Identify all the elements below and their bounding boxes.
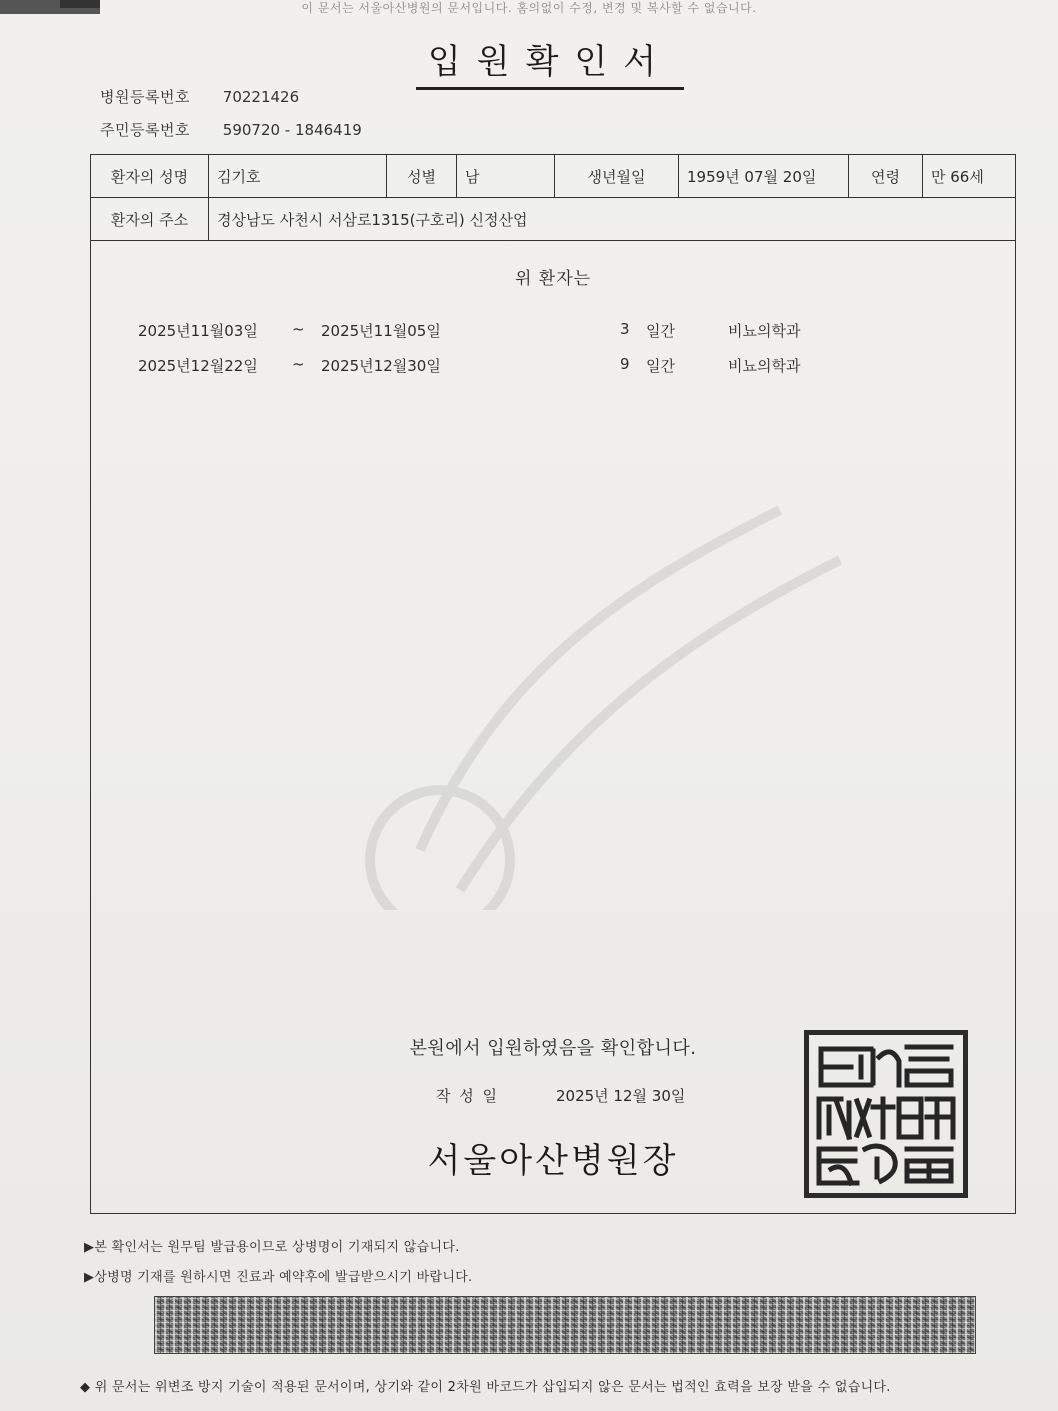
- admission-from: 2025년12월22일: [138, 357, 258, 375]
- confirm-text: 본원에서 입원하였음을 확인합니다.: [409, 1038, 697, 1059]
- age-label: 연령: [849, 155, 923, 198]
- patient-row-2: [91, 198, 1016, 241]
- admission-days: 3: [620, 320, 630, 338]
- patient-name: 김기호: [209, 155, 387, 198]
- patient-address: 경상남도 사천시 서삼로1315(구호리) 신정산업: [209, 198, 1016, 241]
- official-seal: [804, 1030, 968, 1198]
- hospital-director: 서울아산병원장: [427, 1141, 679, 1181]
- admission-tilde: ~: [292, 320, 305, 338]
- admission-to: 2025년11월05일: [321, 322, 441, 340]
- patient-row-1: [91, 155, 1016, 198]
- birth-label: 생년월일: [555, 155, 679, 198]
- hospital-reg-value: 70221426: [222, 88, 300, 106]
- admission-tilde: ~: [292, 355, 305, 373]
- seal-glyphs-icon: [811, 1037, 961, 1191]
- patient-age: 만 66세: [923, 155, 1016, 198]
- hospital-reg-number: [100, 86, 299, 107]
- written-date: 2025년 12월 30일: [556, 1087, 686, 1105]
- resident-reg-label: 주민등록번호: [100, 121, 190, 139]
- hospital-reg-label: 병원등록번호: [100, 88, 190, 106]
- note-line: ▶본 확인서는 원무팀 발급용이므로 상병명이 기재되지 않습니다.: [84, 1240, 460, 1255]
- resident-reg-value: 590720 - 1846419: [222, 121, 362, 139]
- patient-info-table: [90, 154, 1016, 241]
- top-notice: 이 문서는 서울아산병원의 문서입니다. 홈의없이 수정, 변경 및 복사할 수 없습니다.: [301, 1, 757, 15]
- admission-dept: 비뇨의학과: [728, 357, 801, 375]
- note-line: ▶상병명 기재를 원하시면 진료과 예약후에 발급받으시기 바랍니다.: [84, 1270, 473, 1285]
- resident-reg-number: [100, 119, 362, 140]
- admission-days: 9: [620, 355, 630, 373]
- patient-birth: 1959년 07월 20일: [679, 155, 849, 198]
- admission-days-unit: 일간: [646, 357, 675, 375]
- admission-days-unit: 일간: [646, 322, 675, 340]
- patient-sex: 남: [457, 155, 555, 198]
- admission-dept: 비뇨의학과: [728, 322, 801, 340]
- admission-from: 2025년11월03일: [138, 322, 258, 340]
- above-patient-text: 위 환자는: [514, 269, 592, 289]
- address-label: 환자의 주소: [91, 198, 209, 241]
- written-date-label: 작 성 일: [436, 1087, 500, 1105]
- footer-notice: ◆ 위 문서는 위변조 방지 기술이 적용된 문서이며, 상기와 같이 2차원 바코드가 삽입되지 않은 문서는 법적인 효력을 보장 받을 수 없습니다.: [80, 1380, 891, 1395]
- name-label: 환자의 성명: [91, 155, 209, 198]
- document-title: 입원확인서: [416, 34, 684, 90]
- 2d-barcode: [154, 1296, 976, 1354]
- sex-label: 성별: [387, 155, 457, 198]
- admission-to: 2025년12월30일: [321, 357, 441, 375]
